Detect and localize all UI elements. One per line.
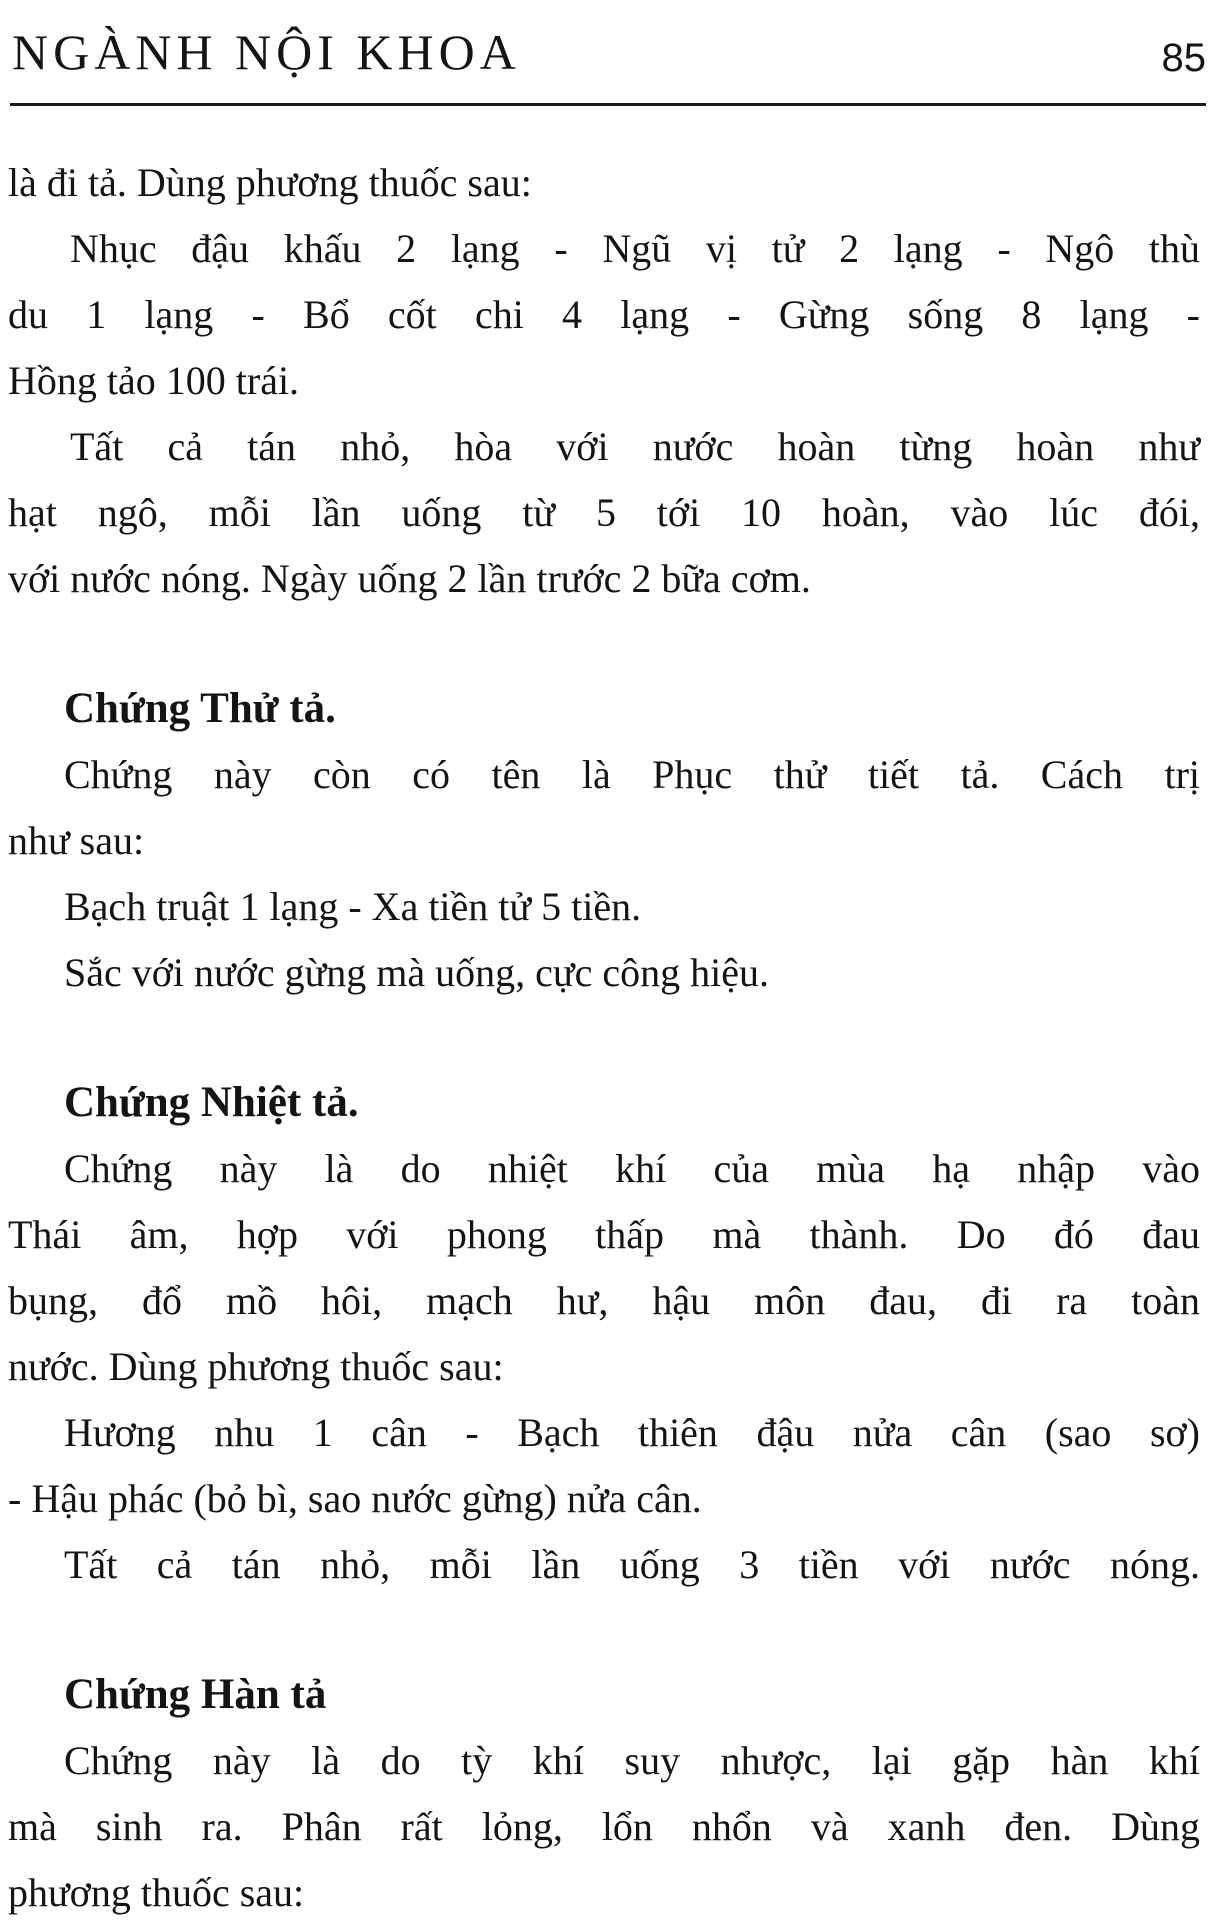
text-line: Hồng tảo 100 trái. <box>8 358 300 403</box>
text-line: - Hậu phác (bỏ bì, sao nước gừng) nửa cân. <box>8 1476 702 1521</box>
text-line: hạt ngô, mỗi lần uống từ 5 tới 10 hoàn, vào lúc đói, <box>8 490 1200 535</box>
text-line: du 1 lạng - Bổ cốt chi 4 lạng - Gừng sống 8 lạng - <box>8 292 1200 337</box>
text-line: là đi tả. Dùng phương thuốc sau: <box>8 160 532 205</box>
text-line: Bạch truật 1 lạng - Xa tiền tử 5 tiền. <box>64 884 642 929</box>
text-line: mà sinh ra. Phân rất lỏng, lổn nhổn và xanh đen. Dùng <box>8 1804 1200 1849</box>
text-line: Chứng này là do tỳ khí suy nhược, lại gặp hàn khí <box>64 1738 1200 1783</box>
text-line: bụng, đổ mồ hôi, mạch hư, hậu môn đau, đi ra toàn <box>8 1278 1200 1323</box>
body-text <box>8 150 1200 1926</box>
text-line: nước. Dùng phương thuốc sau: <box>8 1344 504 1389</box>
section-heading-thu-ta: Chứng Thử tả. <box>64 685 336 732</box>
section-heading-nhiet-ta: Chứng Nhiệt tả. <box>64 1079 359 1126</box>
header-rule <box>10 103 1206 106</box>
text-line: phương thuốc sau: <box>8 1870 305 1915</box>
section-heading-han-ta: Chứng Hàn tả <box>64 1671 327 1718</box>
text-line: Hương nhu 1 cân - Bạch thiên đậu nửa cân (sao sơ) <box>64 1410 1200 1455</box>
text-line: Sắc với nước gừng mà uống, cực công hiệu. <box>64 950 769 995</box>
section-title: NGÀNH NỘI KHOA <box>12 24 521 80</box>
text-line: Thái âm, hợp với phong thấp mà thành. Do đó đau <box>8 1212 1200 1257</box>
running-head <box>8 18 1206 78</box>
text-line: với nước nóng. Ngày uống 2 lần trước 2 bữa cơm. <box>8 556 811 601</box>
text-line: Tất cả tán nhỏ, hòa với nước hoàn từng hoàn như <box>70 424 1200 469</box>
text-line: Nhục đậu khấu 2 lạng - Ngũ vị tử 2 lạng - Ngô thù <box>70 226 1200 271</box>
text-line: Chứng này còn có tên là Phục thử tiết tả. Cách trị <box>64 752 1200 797</box>
text-line: như sau: <box>8 818 145 863</box>
page-number: 85 <box>1161 36 1206 80</box>
text-line: Chứng này là do nhiệt khí của mùa hạ nhập vào <box>64 1146 1200 1191</box>
text-line: Tất cả tán nhỏ, mỗi lần uống 3 tiền với nước nóng. <box>64 1542 1200 1587</box>
